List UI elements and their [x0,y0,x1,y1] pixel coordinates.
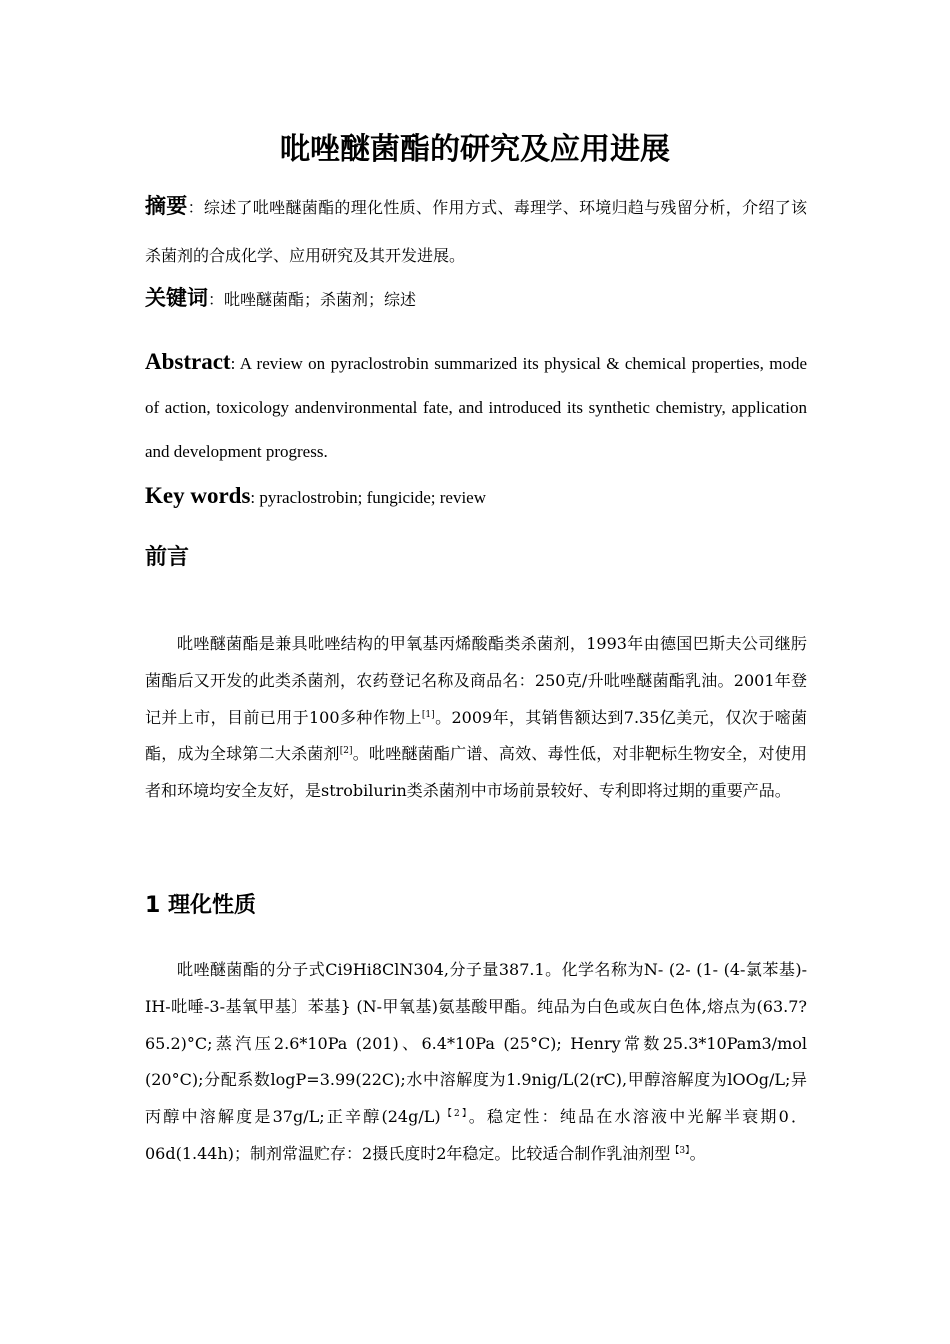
physchem-text-1: 吡唑醚菌酯的分子式Ci9Hi8ClN304,分子量387.1。化学名称为N- (2- (1- (4-氯苯基)-IH-吡唾-3-基氧甲基〕苯基} (N-甲氧基)氨基酸甲酯。纯品为白色或灰白色体,熔点为(63.7?65.2)°C;蒸汽压2.6*10Pa (201)、6.4*10Pa (25°C); Henry常数25.3*10Pam3/mol (20°C);分配系数logP=3.99(22C);水中溶解度为1.9nig/L(2(rC),甲醇溶解度为lOOg/L;异丙醇中溶解度是37g/L;正辛醇(24g/L) [145,960,807,1127]
abstract-en-text: : A review on pyraclostrobin summarized its physical & chemical properties, mode of action, toxicology andenvironmental fate, and introduced its synthetic chemistry, application and development progress. [145,354,807,461]
section-heading-intro: 前言 [145,545,190,570]
keywords-cn [145,280,807,318]
physchem-paragraph [145,952,807,1173]
abstract-cn [145,182,807,280]
intro-text-3: 。吡唑醚菌酯广谱、高效、毒性低，对非靶标生物安全，对使用者和环境均安全友好，是strobilurin类杀菌剂中市场前景较好、专利即将过期的重要产品。 [145,744,807,801]
keywords-en-text: : pyraclostrobin; fungicide; review [250,488,486,507]
abstract-en-label: Abstract [145,349,231,374]
intro-text-2: 。2009年，其销售额达到7.35亿美元，仅次于嘧菌酯，成为全球第二大杀菌剂 [145,707,807,764]
physchem-text-2: 。稳定性：纯品在水溶液中光解半衰期0．06d(1.44h)；制剂常温贮存：2摄氏度时2年稳定。比较适合制作乳油剂型 [145,1107,807,1163]
keywords-en-label: Key words [145,483,251,508]
section-heading-physchem: 1 理化性质 [145,893,256,918]
citation-ref-4: 【3】 [670,1145,690,1156]
keywords-cn-label: 关键词 [145,286,208,310]
physchem-text-3: 。 [689,1143,706,1163]
keywords-cn-text: ：吡唑醚菌酯；杀菌剂；综述 [208,290,417,309]
citation-ref-1: [1] [421,709,435,720]
abstract-en [145,340,807,474]
citation-ref-2: [2] [339,746,353,757]
intro-text-1: 吡唑醚菌酯是兼具吡唑结构的甲氧基丙烯酸酯类杀菌剂，1993年由德国巴斯夫公司继肟菌酯后又开发的此类杀菌剂，农药登记名称及商品名：250克/升吡唑醚菌酯乳油。2001年登记并上市，目前已用于100多种作物上 [145,634,807,727]
citation-ref-3: 【2】 [440,1109,469,1120]
abstract-cn-label: 摘要 [145,194,188,218]
abstract-cn-text: ：综述了吡唑醚菌酯的理化性质、作用方式、毒理学、环境归趋与残留分析，介绍了该杀菌剂的合成化学、应用研究及其开发进展。 [145,198,807,265]
intro-paragraph [145,626,807,810]
keywords-en [145,476,807,518]
paper-title: 吡唑醚菌酯的研究及应用进展 [280,132,670,167]
